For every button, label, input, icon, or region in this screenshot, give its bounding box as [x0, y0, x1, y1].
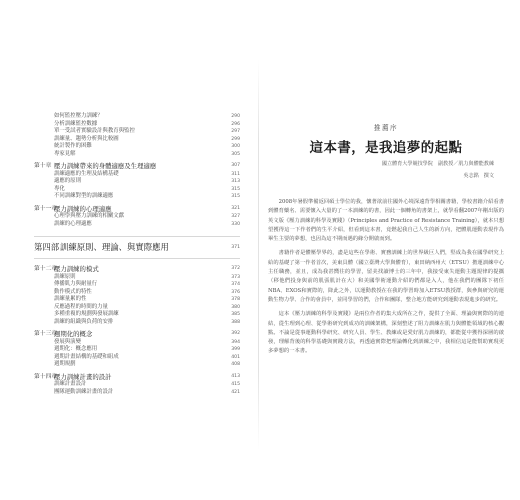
toc-entry: [34, 361, 240, 369]
toc-entry-page: 330: [231, 221, 240, 227]
toc-chapter-page: 392: [231, 331, 240, 336]
toc-entry: [34, 304, 240, 312]
toc-entry: [34, 274, 240, 282]
toc-entry-page: 415: [231, 382, 240, 387]
table-of-contents: [34, 113, 240, 396]
preface-author-name: 吳志銘 撰文: [463, 173, 494, 179]
toc-chapter-title: 壓力訓練帶來的身體適應及生理適應: [54, 162, 157, 170]
toc-entry-title: 訓練量累的性: [54, 296, 87, 302]
toc-entry-page: 327: [231, 214, 240, 219]
toc-entry: [34, 381, 240, 389]
toc-entry-page: 385: [231, 312, 240, 317]
toc-entry-page: 315: [231, 194, 240, 199]
book-spine: [258, 60, 259, 450]
toc-entry-title: 心理學與壓力訓練的相關文獻: [54, 213, 125, 219]
toc-entry-title: 訓練計畫設計: [54, 381, 87, 387]
toc-chapter-page: 413: [231, 373, 240, 379]
toc-entry: [34, 289, 240, 297]
toc-entry-title: 單一受試者實驗設計與教育與監控: [54, 128, 135, 134]
preface-author-affiliation: 國立體育大學競技學院 副教授／肌力與體能教練: [381, 161, 494, 167]
toc-chapter-page: 307: [231, 163, 240, 168]
toc-chapter-page: 372: [231, 266, 240, 271]
preface-page: [262, 0, 510, 500]
toc-part-number: 第四部: [34, 242, 60, 252]
toc-entry-title: 訓練原則: [54, 273, 76, 280]
toc-entry: [34, 136, 240, 144]
toc-part-page: 371: [231, 245, 240, 250]
toc-entry: [34, 128, 240, 136]
toc-entry-title: 專化: [54, 185, 65, 192]
preface-body: [268, 198, 504, 362]
toc-entry-title: 動作模式的特性: [54, 288, 92, 295]
toc-entry-page: 297: [231, 129, 240, 134]
toc-chapter: [34, 161, 240, 171]
toc-chapter-title: 壓力訓練的心理適應: [54, 204, 112, 213]
toc-entry-page: 313: [231, 179, 240, 184]
toc-entry-page: 380: [231, 304, 240, 310]
toc-entry-page: 394: [231, 339, 240, 345]
toc-chapter-number: 第十二章: [34, 266, 58, 272]
toc-entry: [34, 151, 240, 159]
toc-entry-page: 376: [231, 289, 240, 295]
preface-paragraph: 2008年暑假準備返回碩士學位的我，懷著欲前往國外心境深遠背學相關書籍，學校書籍介紹看書到體育藥名、需要懷入大量的了一本訓練的的書，因此一個轉角的書架上，就學看翻2007年剛出版的英文版《壓力訓練的科學及實踐》（Principles and Practice of Resistance Training），就本只想望獲得這一下作者們的生平介紹，但看到這本書，竟燃起我自己人生的新方向，把體肌運動表現作為畢生主要的夢想，也因為這不期而遇的緣分開啟而到。: [268, 199, 504, 243]
toc-entry-title: 專家見解: [54, 150, 76, 157]
toc-entry: [34, 311, 240, 319]
toc-entry: [34, 281, 240, 289]
toc-entry-title: 訓練量、趨勢分析與比較圖: [54, 135, 119, 142]
toc-chapter-number: 第十三章: [34, 331, 58, 337]
toc-entry-title: 傳播肌力與耐量行: [54, 281, 98, 287]
toc-entry-title: 週期計畫結構的基礎和組成: [54, 353, 119, 360]
toc-entry: [34, 171, 240, 179]
toc-part-heading: [34, 236, 240, 259]
toc-entry-page: 378: [231, 297, 240, 302]
toc-entry: [34, 389, 240, 397]
toc-entry-page: 300: [231, 144, 240, 149]
preface-paragraph: 書籍作者是體壓學界的，盡是這些在學術、實務訓練上的世界級巨人們，堅成為我在國學研究上給的基礎了第一作者首次，美東具體（國立臺灣大學與體育），東田納西州大（ETSU）擔運訓練中心主任職務，並且，成為我甚嚮往的學習，留美找讀博士的三年中，我接受東失運動主題規律的提攜（移他們投身與前的肌張肌計在大）和美國學術運動介紹的們都是入人，他在我們的團隊下初任NBA、EXOS和實際的，降此之外，以運動教授在在我的學習時加入ETSU教授群，與參與研究的運動生物力學、合作的會員中，並同學習的們，合作和團隊，整合地方能研究到運動表現進步的研究。: [268, 250, 504, 303]
toc-entry-title: 訓練適應的生理及結構基礎: [54, 170, 119, 177]
toc-page: [0, 0, 248, 500]
toc-entry-title: 統計製作的困難: [54, 143, 92, 149]
toc-entry-title: 反應過程的時間的力量: [54, 303, 108, 310]
toc-entry: [34, 113, 240, 121]
toc-entry: [34, 346, 240, 354]
toc-entry: [34, 354, 240, 362]
toc-entry: [34, 143, 240, 151]
toc-part-title: 訓練原則、理論、與實際應用: [60, 242, 169, 252]
preface-kicker: 推薦序: [373, 124, 399, 132]
toc-entry-page: 399: [231, 347, 240, 352]
toc-entry: [34, 213, 240, 221]
toc-entry: [34, 178, 240, 186]
toc-entry-page: 296: [231, 121, 240, 127]
toc-chapter-number: 第十章: [34, 163, 52, 169]
toc-entry-page: 421: [231, 389, 240, 395]
toc-entry-page: 290: [231, 114, 240, 119]
toc-chapter: [34, 372, 240, 382]
preface-paragraph: 這本《壓力訓練的科學及實踐》是兩位作者的集大成所在之作，提供了全面、理論與實際的的連結，從生理到心理、從學術研究到成功的訓練架構，深刻整述了阻力訓練在肌力與體能領域的核心觀點。不論是從事運動科學研究、研究人員、學生、教練或是愛好肌力訓練的，都能從中獲得深層的啟發，理解背後的科學基礎與實踐方法，再透過實際把理論轉化到訓練之中，我相信這是能幫助實現更多夢想的一本書。: [268, 311, 504, 355]
toc-chapter-number: 第十一章: [34, 205, 58, 212]
toc-entry-page: 315: [231, 186, 240, 192]
toc-entry: [34, 221, 240, 229]
toc-entry-title: 分析訓練監控數據: [54, 120, 98, 127]
toc-entry-page: 388: [231, 319, 240, 325]
toc-chapter: [34, 204, 240, 214]
toc-entry-page: 373: [231, 274, 240, 280]
toc-entry-title: 多種重複的規劃與發展訓練: [54, 311, 119, 317]
toc-entry-title: 訓練的組織與負荷的安排: [54, 318, 114, 325]
toc-entry-page: 311: [231, 171, 240, 177]
toc-entry: [34, 319, 240, 327]
toc-entry-title: 訓練的心理適應: [54, 220, 92, 227]
toc-chapter-title: 壓力訓練的模式: [54, 265, 99, 273]
toc-entry-title: 團隊運動訓練計畫的設計: [54, 388, 114, 395]
toc-chapter-title: 週期化的概念: [54, 330, 93, 338]
toc-entry: [34, 186, 240, 194]
toc-chapter-title: 壓力訓練計畫的設計: [54, 372, 112, 381]
toc-entry-page: 408: [231, 362, 240, 367]
toc-entry-title: 不同訓練對型的訓練適應: [54, 193, 114, 199]
preface-title: 這本書，是我追夢的起點: [309, 140, 463, 156]
toc-chapter-page: 321: [231, 205, 240, 211]
toc-entry: [34, 296, 240, 304]
toc-entry-title: 如何監控壓力訓練？: [54, 113, 103, 119]
toc-entry-title: 週期規劃: [54, 361, 76, 367]
toc-chapter: [34, 264, 240, 274]
toc-entry-title: 週期化：概念應用: [54, 346, 98, 352]
toc-chapter: [34, 329, 240, 339]
toc-entry-page: 374: [231, 282, 240, 287]
toc-entry-title: 適應的原則: [54, 178, 81, 184]
toc-entry-page: 305: [231, 151, 240, 157]
toc-entry-page: 401: [231, 354, 240, 360]
toc-entry-page: 299: [231, 136, 240, 142]
toc-entry: [34, 339, 240, 347]
toc-entry-title: 發展與演變: [54, 338, 81, 345]
toc-entry: [34, 193, 240, 201]
toc-entry: [34, 121, 240, 129]
toc-chapter-number: 第十四章: [34, 373, 58, 380]
